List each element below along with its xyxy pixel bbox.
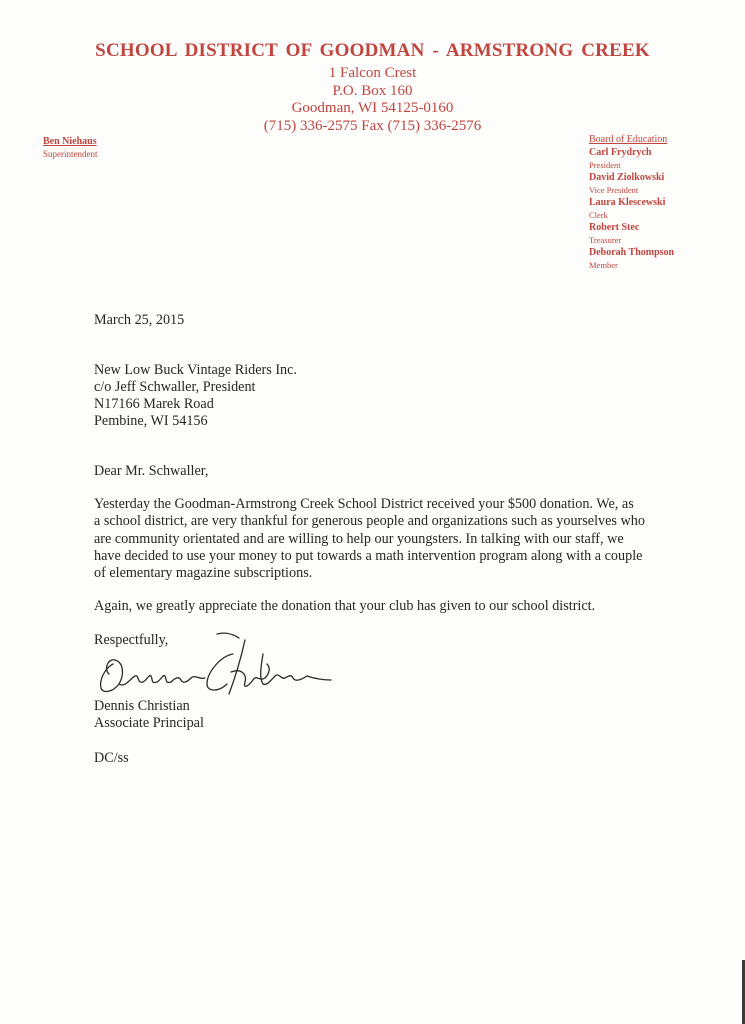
- paragraph-line: of elementary magazine subscriptions.: [94, 565, 313, 582]
- letterhead-address-line1: 1 Falcon Crest: [328, 65, 417, 81]
- letter-date: March 25, 2015: [94, 312, 185, 328]
- board-member-role: President: [589, 160, 621, 170]
- board-member-name: Robert Stec: [589, 221, 640, 233]
- board-member-name: Carl Frydrych: [589, 146, 652, 158]
- salutation: Dear Mr. Schwaller,: [94, 463, 209, 479]
- recipient-line: New Low Buck Vintage Riders Inc.: [94, 362, 297, 378]
- superintendent-block: [43, 135, 98, 161]
- board-member-name: David Ziolkowski: [589, 171, 665, 183]
- closing: Respectfully,: [94, 632, 169, 648]
- signer-title: Associate Principal: [94, 715, 204, 731]
- board-member-role: Clerk: [589, 210, 608, 220]
- recipient-address: [94, 362, 297, 430]
- superintendent-role: Superintendent: [43, 149, 98, 159]
- letterhead-phone-fax: (715) 336-2575 Fax (715) 336-2576: [263, 118, 482, 134]
- district-name: SCHOOL DISTRICT OF GOODMAN - ARMSTRONG CREEK: [95, 40, 650, 61]
- superintendent-name: Ben Niehaus: [43, 136, 97, 147]
- board-member-name: Deborah Thompson: [589, 246, 675, 258]
- letterhead-address-line2: P.O. Box 160: [332, 83, 413, 99]
- board-heading: Board of Education: [589, 134, 668, 145]
- signer-name: Dennis Christian: [94, 698, 190, 714]
- board-member-role: Vice President: [589, 185, 639, 195]
- paragraph-line: Yesterday the Goodman-Armstrong Creek School District received your $500 donation. We, as: [94, 496, 634, 512]
- paragraph-line: are community orientated and are willing to help our youngsters. In talking with our staff, we: [94, 530, 624, 547]
- board-member-name: Laura Klescewski: [589, 196, 666, 208]
- board-member-role: Member: [589, 260, 618, 270]
- recipient-line: Pembine, WI 54156: [94, 413, 208, 429]
- letterhead-address-line3: Goodman, WI 54125-0160: [291, 100, 454, 116]
- board-of-education-list: [589, 134, 674, 272]
- paragraph-line: a school district, are very thankful for generous people and organizations such as yourselves who: [94, 513, 645, 530]
- body-paragraph-2: Again, we greatly appreciate the donation that your club has given to our school district.: [94, 598, 596, 614]
- body-paragraph-1: [94, 496, 669, 582]
- handwritten-signature: [95, 628, 335, 708]
- reference-initials: DC/ss: [94, 750, 129, 766]
- recipient-line: N17166 Marek Road: [94, 396, 214, 412]
- recipient-line: c/o Jeff Schwaller, President: [94, 379, 256, 395]
- paragraph-line: have decided to use your money to put towards a math intervention program along with a couple: [94, 547, 643, 564]
- board-member-role: Treasurer: [589, 235, 622, 245]
